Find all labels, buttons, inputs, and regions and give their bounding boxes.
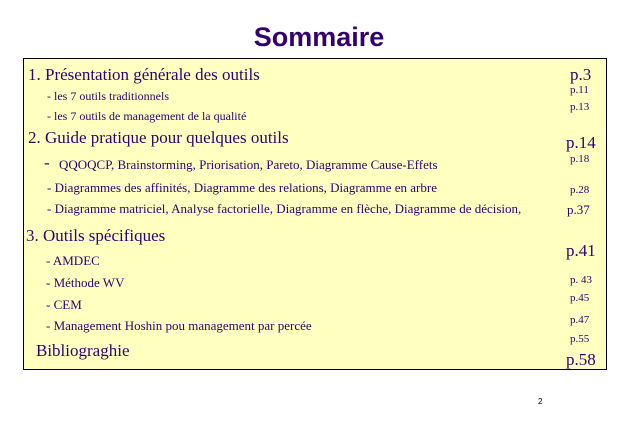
section-3b-page: p.45	[570, 292, 590, 304]
section-1-page: p.3	[570, 65, 592, 84]
section-2b-page: p.28	[570, 184, 590, 196]
section-2-page: p.14	[566, 133, 596, 152]
section-1a-page: p.11	[570, 84, 589, 96]
section-3a-item: - AMDEC	[46, 253, 100, 268]
section-3-page: p.41	[566, 241, 596, 260]
section-1b-page: p.13	[570, 101, 590, 113]
section-3c-item: - CEM	[46, 297, 82, 312]
section-2b-item: - Diagrammes des affinités, Diagramme des relations, Diagramme en arbre	[47, 180, 437, 195]
section-2c-page: p.37	[567, 202, 590, 217]
section-3d-item: - Management Hoshin pou management par percée	[46, 318, 312, 333]
section-3c-page: p.47	[570, 314, 590, 326]
section-3-title: 3. Outils spécifiques	[26, 226, 166, 245]
section-2-title: 2. Guide pratique pour quelques outils	[28, 128, 289, 147]
slide-number: 2	[538, 397, 543, 406]
section-3d-page: p.55	[570, 333, 590, 345]
section-2a-dash: -	[44, 153, 50, 172]
section-2a-page: p.18	[570, 153, 590, 165]
section-3a-page: p. 43	[570, 274, 592, 286]
bibliography-title: Bibliograghie	[36, 341, 130, 360]
section-2a-item: QQOQCP, Brainstorming, Priorisation, Pareto, Diagramme Cause-Effets	[59, 157, 438, 172]
page-title: Sommaire	[253, 22, 385, 52]
section-2c-item: - Diagramme matriciel, Analyse factorielle, Diagramme en flèche, Diagramme de décision,	[47, 201, 522, 216]
section-3b-item: - Méthode WV	[46, 275, 125, 290]
section-1a-item: - les 7 outils traditionnels	[47, 89, 169, 103]
section-1b-item: - les 7 outils de management de la qualité	[47, 109, 247, 123]
bibliography-page: p.58	[566, 350, 596, 369]
section-1-title: 1. Présentation générale des outils	[28, 65, 260, 84]
